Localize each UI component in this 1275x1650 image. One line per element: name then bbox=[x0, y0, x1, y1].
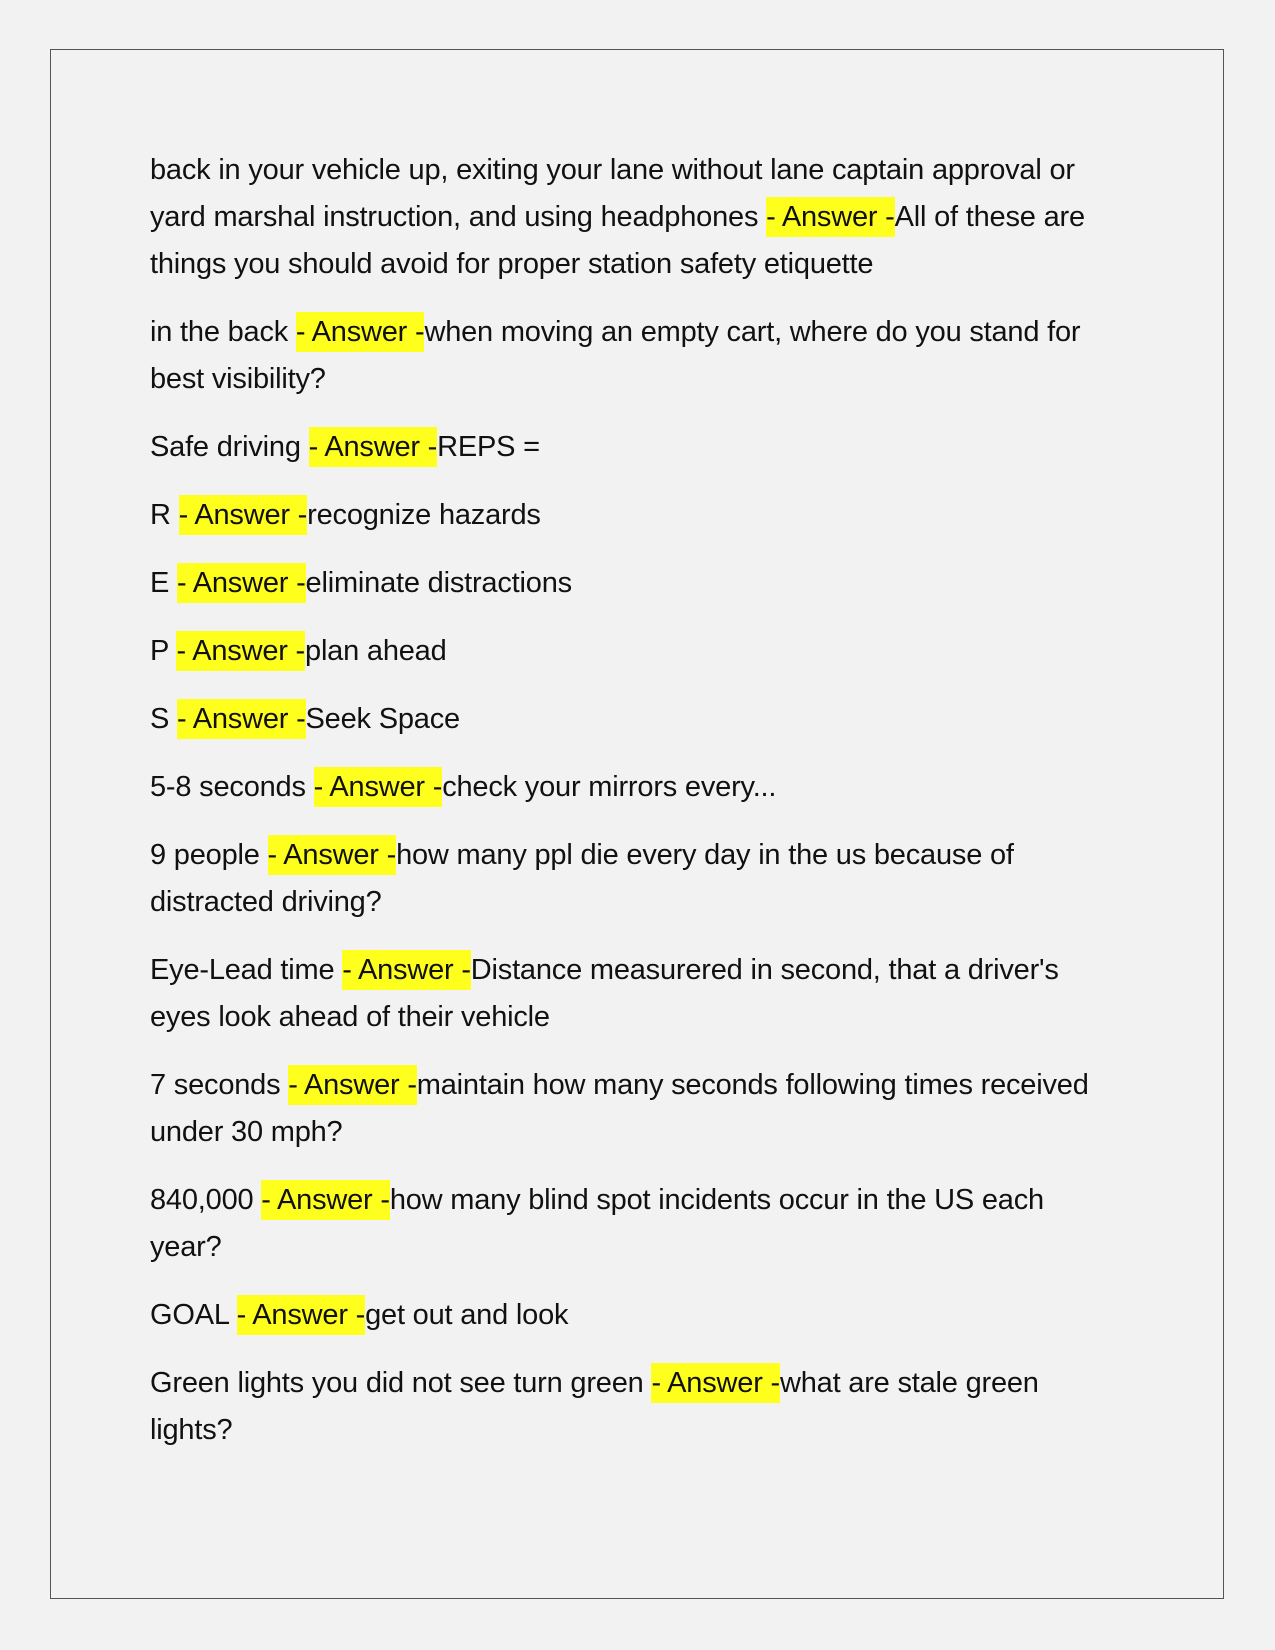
entry-definition: how many ppl die every day in the us because of distracted driving? bbox=[150, 839, 1014, 918]
entry-definition: recognize hazards bbox=[307, 499, 541, 531]
answer-marker: - Answer - bbox=[309, 427, 438, 467]
entry-term: E bbox=[150, 567, 177, 599]
answer-marker: - Answer - bbox=[179, 495, 308, 535]
qa-entry bbox=[150, 560, 1120, 607]
qa-entry bbox=[150, 764, 1120, 811]
entry-term: P bbox=[150, 635, 177, 667]
entry-term: S bbox=[150, 703, 177, 735]
answer-marker: - Answer - bbox=[651, 1363, 780, 1403]
answer-marker: - Answer - bbox=[296, 312, 425, 352]
answer-marker: - Answer - bbox=[342, 950, 471, 990]
entry-definition: Seek Space bbox=[305, 703, 460, 735]
entry-definition: check your mirrors every... bbox=[442, 771, 777, 803]
entry-term: GOAL bbox=[150, 1299, 237, 1331]
qa-entry bbox=[150, 1177, 1120, 1271]
qa-entry bbox=[150, 832, 1120, 926]
entry-term: in the back bbox=[150, 316, 296, 348]
answer-marker: - Answer - bbox=[177, 563, 306, 603]
answer-marker: - Answer - bbox=[177, 699, 306, 739]
entry-term: 9 people bbox=[150, 839, 268, 871]
qa-entry bbox=[150, 147, 1120, 288]
entry-term: back in your vehicle up, exiting your lane without lane captain approval or yard marshal instruction, and using headphones bbox=[150, 154, 1075, 233]
entry-term: Safe driving bbox=[150, 431, 309, 463]
qa-entry bbox=[150, 1292, 1120, 1339]
document-body bbox=[150, 147, 1120, 1475]
entry-term: Eye-Lead time bbox=[150, 954, 343, 986]
answer-marker: - Answer - bbox=[766, 197, 895, 237]
answer-marker: - Answer - bbox=[268, 835, 397, 875]
entry-definition: REPS = bbox=[437, 431, 540, 463]
qa-entry bbox=[150, 424, 1120, 471]
entry-term: 5-8 seconds bbox=[150, 771, 314, 803]
entry-term: 840,000 bbox=[150, 1184, 262, 1216]
entry-definition: get out and look bbox=[365, 1299, 569, 1331]
qa-entry bbox=[150, 628, 1120, 675]
answer-marker: - Answer - bbox=[176, 631, 305, 671]
qa-entry bbox=[150, 309, 1120, 403]
entry-definition: what are stale green lights? bbox=[150, 1367, 1039, 1446]
entry-definition: when moving an empty cart, where do you stand for best visibility? bbox=[150, 316, 1081, 395]
qa-entry bbox=[150, 696, 1120, 743]
answer-marker: - Answer - bbox=[314, 767, 443, 807]
entry-definition: maintain how many seconds following times received under 30 mph? bbox=[150, 1069, 1089, 1148]
answer-marker: - Answer - bbox=[288, 1065, 417, 1105]
qa-entry bbox=[150, 1360, 1120, 1454]
entry-term: 7 seconds bbox=[150, 1069, 289, 1101]
qa-entry bbox=[150, 1062, 1120, 1156]
entry-definition: how many blind spot incidents occur in the US each year? bbox=[150, 1184, 1044, 1263]
qa-entry bbox=[150, 947, 1120, 1041]
entry-definition: All of these are things you should avoid for proper station safety etiquette bbox=[150, 201, 1085, 280]
answer-marker: - Answer - bbox=[261, 1180, 390, 1220]
entry-definition: plan ahead bbox=[305, 635, 447, 667]
entry-definition: Distance measurered in second, that a driver's eyes look ahead of their vehicle bbox=[150, 954, 1059, 1033]
entry-term: R bbox=[150, 499, 179, 531]
answer-marker: - Answer - bbox=[237, 1295, 366, 1335]
qa-entry bbox=[150, 492, 1120, 539]
entry-term: Green lights you did not see turn green bbox=[150, 1367, 652, 1399]
entry-definition: eliminate distractions bbox=[305, 567, 572, 599]
